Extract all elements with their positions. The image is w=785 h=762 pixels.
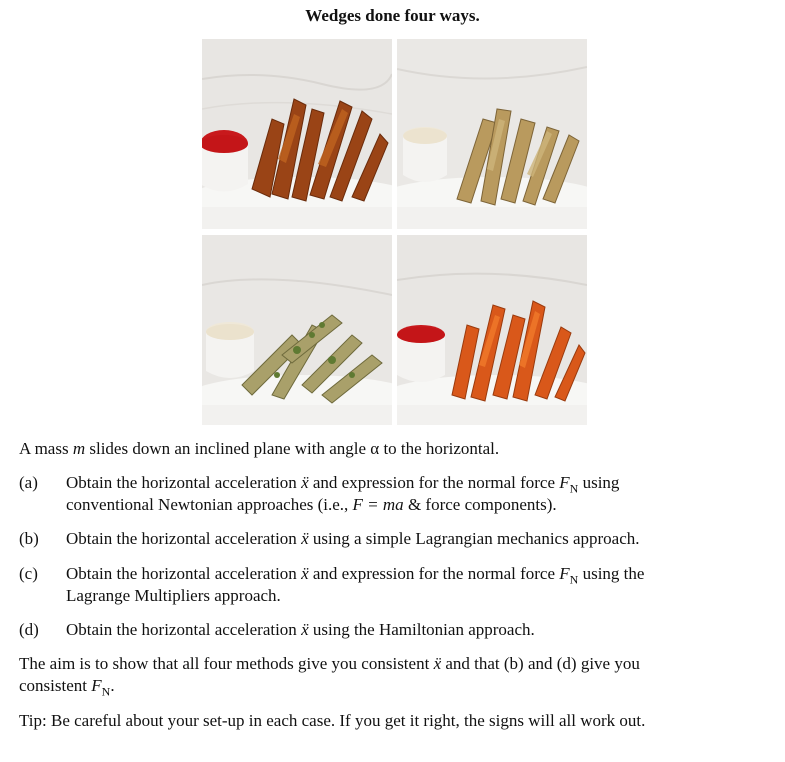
question-text: and expression for the normal force bbox=[308, 473, 560, 492]
normal-force-subscript: N bbox=[101, 684, 111, 699]
question-label: (b) bbox=[19, 529, 39, 548]
aim-text: . bbox=[110, 676, 115, 695]
normal-force-symbol: F bbox=[559, 473, 570, 492]
wedges-sweet-potato-photo bbox=[397, 235, 587, 425]
question-label: (d) bbox=[19, 620, 39, 639]
aim-paragraph bbox=[19, 653, 771, 702]
question-label: (c) bbox=[19, 564, 38, 583]
wedges-herb-crusted-photo bbox=[202, 235, 392, 425]
aim-text: The aim is to show that all four methods give you consistent bbox=[19, 654, 434, 673]
wedges-dark-roasted-photo bbox=[202, 39, 392, 229]
question-text: using the Hamiltonian approach. bbox=[308, 620, 535, 639]
aim-text: and that (b) and (d) give you bbox=[441, 654, 640, 673]
wedges-breaded-golden-photo bbox=[397, 39, 587, 229]
question-text: Obtain the horizontal acceleration bbox=[66, 529, 302, 548]
tip-paragraph: Tip: Be careful about your set-up in each case. If you get it right, the signs will all work out. bbox=[19, 711, 646, 730]
question-text: & force components). bbox=[403, 495, 557, 514]
question-text: using the bbox=[578, 564, 645, 583]
wedges-photo-grid bbox=[202, 39, 587, 425]
aim-text: consistent bbox=[19, 676, 92, 695]
intro-text-post: slides down an inclined plane with angle α to the horizontal. bbox=[85, 439, 500, 458]
x-double-dot-symbol: ẍ bbox=[301, 564, 309, 583]
question-text: Obtain the horizontal acceleration bbox=[66, 473, 302, 492]
normal-force-subscript: N bbox=[569, 481, 579, 496]
question-text: Lagrange Multipliers approach. bbox=[66, 586, 281, 605]
mass-symbol: m bbox=[72, 439, 86, 458]
intro-text-pre: A mass bbox=[19, 439, 73, 458]
question-text: conventional Newtonian approaches (i.e., bbox=[66, 495, 353, 514]
x-double-dot-symbol: ẍ bbox=[301, 620, 309, 639]
question-text: Obtain the horizontal acceleration bbox=[66, 564, 302, 583]
x-double-dot-symbol: ẍ bbox=[433, 654, 442, 673]
newton-equation: F = ma bbox=[352, 495, 404, 514]
x-double-dot-symbol: ẍ bbox=[301, 529, 309, 548]
question-text: using a simple Lagrangian mechanics approach. bbox=[308, 529, 640, 548]
question-label: (a) bbox=[19, 473, 38, 492]
normal-force-symbol: F bbox=[559, 564, 570, 583]
x-double-dot-symbol: ẍ bbox=[301, 473, 309, 492]
normal-force-symbol: F bbox=[91, 676, 102, 695]
normal-force-subscript: N bbox=[569, 572, 579, 587]
question-text: and expression for the normal force bbox=[308, 564, 560, 583]
question-text: using bbox=[578, 473, 620, 492]
problem-intro bbox=[19, 438, 771, 460]
question-text: Obtain the horizontal acceleration bbox=[66, 620, 302, 639]
page-title: Wedges done four ways. bbox=[305, 6, 480, 25]
